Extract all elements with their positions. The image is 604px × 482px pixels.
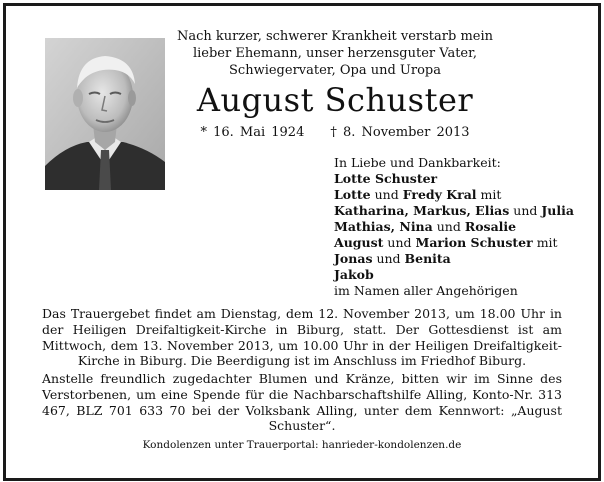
mourner-name: Lotte	[334, 187, 371, 202]
mourner-name: Jakob	[334, 267, 374, 282]
mourner-lines	[334, 171, 574, 299]
mourner-name: Julia	[541, 203, 574, 218]
deceased-name: August Schuster	[196, 81, 474, 119]
mourner-name: Benita	[404, 251, 451, 266]
mourner-line	[334, 283, 574, 299]
mourner-name: Fredy Kral	[402, 187, 477, 202]
mourners-list	[334, 155, 574, 299]
mourner-connector: und	[370, 187, 403, 202]
mourner-connector: mit	[532, 235, 558, 250]
mourner-connector: und	[383, 235, 416, 250]
service-paragraph: Das Trauergebet findet am Dienstag, dem 12. November 2013, um 18.00 Uhr in der Heiligen Dreifaltigkeit-Kirche in Biburg, statt. Der Gottesdienst ist am Mittwoch, dem 13. November 2013, um 10.00 Uhr in der Heiligen Dreifaltigkeit-Kirche in Biburg. Die Beerdigung ist im Anschluss im Friedhof Biburg.	[42, 306, 562, 369]
mourner-name: Rosalie	[464, 219, 517, 234]
intro-text: Nach kurzer, schwerer Krankheit verstarb mein lieber Ehemann, unser herzensguter Vater, Schwiegervater, Opa und Uropa	[177, 29, 493, 78]
mourner-line	[334, 235, 574, 251]
portrait-photo	[45, 38, 165, 190]
mourners-heading: In Liebe und Dankbarkeit:	[334, 155, 501, 170]
mourner-name: Marion Schuster	[415, 235, 533, 250]
mourner-line	[334, 219, 574, 235]
life-dates	[172, 124, 498, 141]
mourner-name: Katharina, Markus, Elias	[334, 203, 510, 218]
mourner-connector: und	[372, 251, 405, 266]
mourner-name: August	[334, 235, 384, 250]
mourner-connector: und	[432, 219, 465, 234]
mourner-line	[334, 187, 574, 203]
mourner-name: Lotte Schuster	[334, 171, 438, 186]
mourner-line	[334, 251, 574, 267]
death-date: † 8. November 2013	[330, 125, 470, 140]
mourner-line	[334, 203, 574, 219]
condolence-footer: Kondolenzen unter Trauerportal: hanrieder-kondolenzen.de	[142, 439, 462, 451]
mourner-name: Mathias, Nina	[334, 219, 433, 234]
mourner-line	[334, 171, 574, 187]
donation-paragraph: Anstelle freundlich zugedachter Blumen und Kränze, bitten wir im Sinne des Verstorbenen, um eine Spende für die Nachbarschaftshilfe Alling, Konto-Nr. 313 467, BLZ 701 633 70 bei der Volksbank Alling, unter dem Kennwort: „August Schuster“.	[42, 371, 562, 434]
mourner-line	[334, 267, 574, 283]
birth-date: * 16. Mai 1924	[200, 125, 305, 140]
mourner-connector: im Namen aller Angehörigen	[334, 283, 518, 298]
mourner-connector: und	[509, 203, 542, 218]
mourner-connector: mit	[476, 187, 502, 202]
mourner-name: Jonas	[334, 251, 373, 266]
